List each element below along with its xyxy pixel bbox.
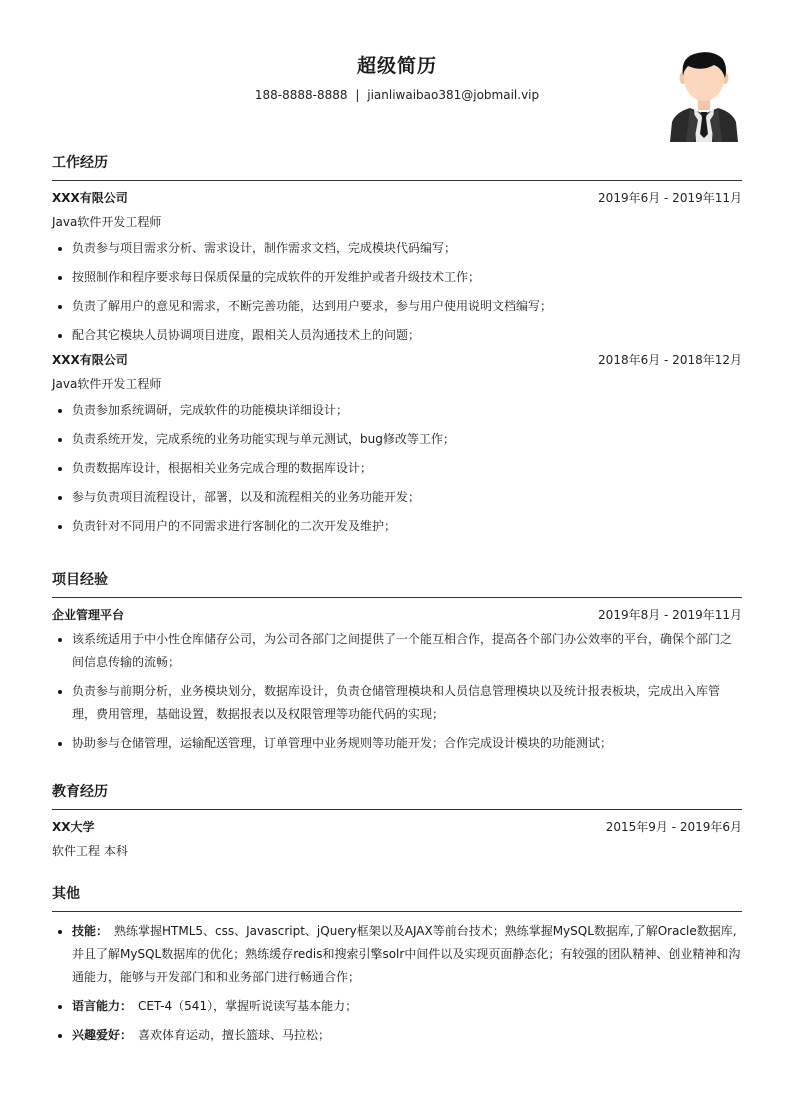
work-bullet: • 按照制作和程序要求每日保质保量的完成软件的开发维护或者升级技术工作； xyxy=(72,266,742,289)
work-bullet: • 负责数据库设计，根据相关业务完成合理的数据库设计； xyxy=(72,457,742,480)
company-name: XXX有限公司 xyxy=(52,191,128,205)
education-entry xyxy=(52,818,742,860)
hobbies-item xyxy=(72,1024,742,1047)
work-bullet: • 配合其它模块人员协调项目进度，跟相关人员沟通技术上的问题； xyxy=(72,324,742,347)
degree-detail: 软件工程 本科 xyxy=(52,844,128,858)
job-title: Java软件开发工程师 xyxy=(52,377,162,391)
work-date-range: 2019年6月 - 2019年11月 xyxy=(598,191,742,205)
education-section-title: 教育经历 xyxy=(52,782,742,810)
work-bullet: • 参与负责项目流程设计，部署，以及和流程相关的业务功能开发； xyxy=(72,486,742,509)
project-entry xyxy=(52,606,742,755)
company-name: XXX有限公司 xyxy=(52,353,128,367)
project-bullet: • 负责参与前期分析，业务模块划分，数据库设计，负责仓储管理模块和人员信息管理模块以及统计报表板块，完成出入库管理，费用管理，基础设置，数据报表以及权限管理等功能代码的实现； xyxy=(72,680,742,726)
skills-item xyxy=(72,920,742,989)
work-bullet-list xyxy=(52,399,742,538)
work-section-title: 工作经历 xyxy=(52,153,742,181)
skills-text: 熟练掌握HTML5、css、Javascript、jQuery框架以及AJAX等前台技术；熟练掌握MySQL数据库,了解Oracle数据库,并且了解MySQL数据库的优化；熟练缓存redis和搜索引擎solr中间件以及实现页面静态化；有较强的团队精神、创业精神和沟通能力，能够与开发部门和和业务部门进行畅通合作； xyxy=(72,924,741,984)
hobbies-label: 兴趣爱好： xyxy=(72,1028,133,1042)
other-section xyxy=(52,884,742,1047)
job-title: Java软件开发工程师 xyxy=(52,215,162,229)
avatar-icon xyxy=(668,48,740,142)
work-date-range: 2018年6月 - 2018年12月 xyxy=(598,353,742,367)
work-bullet: • 负责参加系统调研，完成软件的功能模块详细设计； xyxy=(72,399,742,422)
phone-number: 188-8888-8888 xyxy=(254,88,348,102)
work-entry xyxy=(52,351,742,538)
project-experience-section xyxy=(52,570,742,755)
school-name: XX大学 xyxy=(52,820,95,834)
other-bullet-list xyxy=(52,920,742,1047)
project-date-range: 2019年8月 - 2019年11月 xyxy=(598,608,742,622)
project-bullet-list xyxy=(52,628,742,755)
email-address: jianliwaibao381@jobmail.vip xyxy=(367,88,540,102)
project-section-title: 项目经验 xyxy=(52,570,742,598)
work-bullet: • 负责针对不同用户的不同需求进行客制化的二次开发及维护； xyxy=(72,515,742,538)
project-bullet: • 协助参与仓储管理，运输配送管理，订单管理中业务规则等功能开发；合作完成设计模块的功能测试； xyxy=(72,732,742,755)
education-date-range: 2015年9月 - 2019年6月 xyxy=(605,820,742,834)
work-bullet: • 负责系统开发，完成系统的业务功能实现与单元测试，bug修改等工作； xyxy=(72,428,742,451)
work-bullet: • 负责参与项目需求分析、需求设计，制作需求文档，完成模块代码编写； xyxy=(72,237,742,260)
hobbies-text: 喜欢体育运动，擅长篮球、马拉松； xyxy=(138,1028,331,1042)
other-section-title: 其他 xyxy=(52,884,742,912)
work-bullet: • 负责了解用户的意见和需求，不断完善功能，达到用户要求，参与用户使用说明文档编写； xyxy=(72,295,742,318)
language-item xyxy=(72,995,742,1018)
contact-separator: | xyxy=(355,88,360,102)
language-text: CET-4（541），掌握听说读写基本能力； xyxy=(138,999,358,1013)
candidate-name: 超级简历 xyxy=(356,55,437,77)
project-name: 企业管理平台 xyxy=(52,608,125,622)
work-bullet-list xyxy=(52,237,742,347)
language-label: 语言能力： xyxy=(72,999,133,1013)
skills-label: 技能： xyxy=(72,924,109,938)
work-entry xyxy=(52,189,742,347)
project-bullet: • 该系统适用于中小性仓库储存公司，为公司各部门之间提供了一个能互相合作，提高各个部门办公效率的平台，确保个部门之间信息传输的流畅； xyxy=(72,628,742,674)
education-section xyxy=(52,782,742,860)
work-experience-section xyxy=(52,153,742,538)
